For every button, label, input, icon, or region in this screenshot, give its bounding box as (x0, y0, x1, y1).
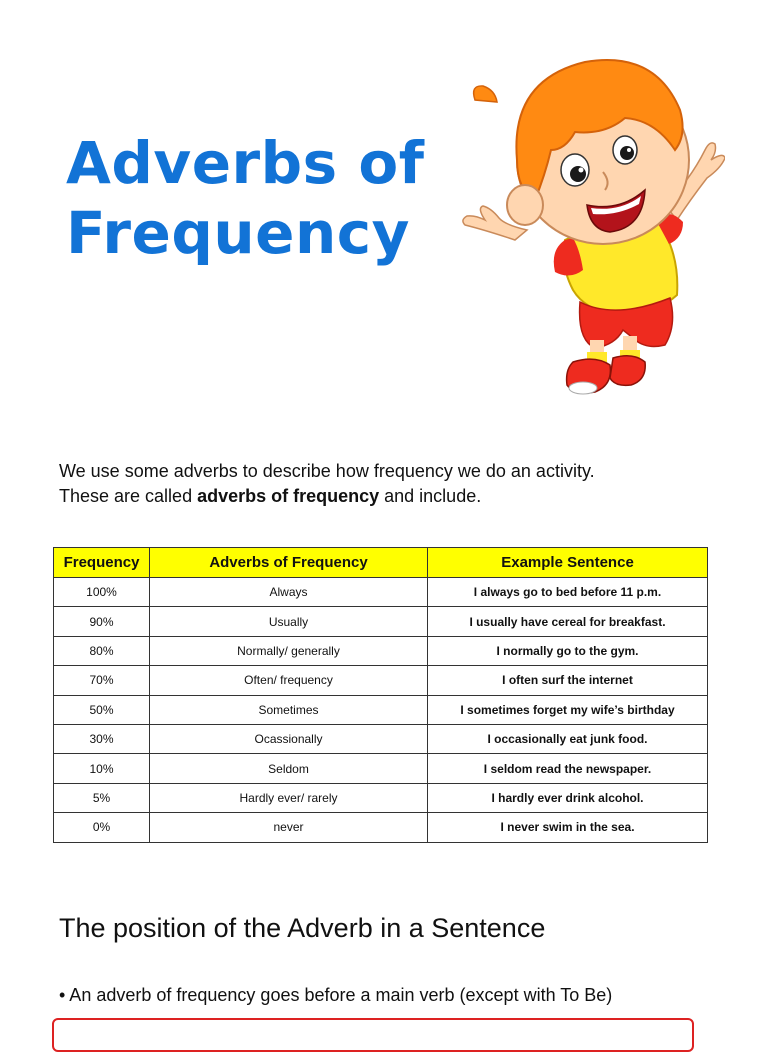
highlight-box (52, 1018, 694, 1052)
cell-adverb: Always (150, 578, 428, 607)
cartoon-boy-illustration (455, 40, 725, 400)
cell-adverb: Seldom (150, 754, 428, 783)
cell-adverb: never (150, 813, 428, 842)
cell-example: I often surf the internet (428, 666, 708, 695)
intro-line-2 (59, 484, 739, 509)
cell-frequency: 80% (54, 636, 150, 665)
cell-frequency: 5% (54, 783, 150, 812)
cell-example: I normally go to the gym. (428, 636, 708, 665)
cell-example: I hardly ever drink alcohol. (428, 783, 708, 812)
cell-frequency: 10% (54, 754, 150, 783)
table-row (54, 724, 708, 753)
table-row (54, 607, 708, 636)
table-row (54, 636, 708, 665)
intro-line-2-bold: adverbs of frequency (197, 486, 380, 506)
cell-example: I sometimes forget my wife’s birthday (428, 695, 708, 724)
cell-adverb: Normally/ generally (150, 636, 428, 665)
cell-example: I never swim in the sea. (428, 813, 708, 842)
cell-example: I usually have cereal for breakfast. (428, 607, 708, 636)
cell-frequency: 0% (54, 813, 150, 842)
cell-frequency: 50% (54, 695, 150, 724)
cell-frequency: 90% (54, 607, 150, 636)
cell-frequency: 100% (54, 578, 150, 607)
intro-paragraph (59, 459, 739, 509)
cell-frequency: 70% (54, 666, 150, 695)
cell-adverb: Sometimes (150, 695, 428, 724)
cell-example: I always go to bed before 11 p.m. (428, 578, 708, 607)
table-row (54, 695, 708, 724)
intro-line-2-prefix: These are called (59, 486, 198, 506)
header-example: Example Sentence (428, 548, 708, 578)
bullet-point: • An adverb of frequency goes before a main verb (except with To Be) (59, 985, 613, 1005)
title-line-1: Adverbs of (66, 129, 425, 197)
section-heading: The position of the Adverb in a Sentence (59, 913, 546, 943)
table-row (54, 578, 708, 607)
page-title (66, 128, 466, 268)
table-row (54, 666, 708, 695)
cell-example: I occasionally eat junk food. (428, 724, 708, 753)
title-line-2: Frequency (66, 199, 410, 267)
table-row (54, 754, 708, 783)
intro-line-2-suffix: and include. (379, 486, 482, 506)
cell-adverb: Usually (150, 607, 428, 636)
cell-frequency: 30% (54, 724, 150, 753)
header-adverbs: Adverbs of Frequency (150, 548, 428, 578)
frequency-table (53, 547, 708, 843)
table-row (54, 783, 708, 812)
cell-example: I seldom read the newspaper. (428, 754, 708, 783)
table-header-row (54, 548, 708, 578)
cell-adverb: Ocassionally (150, 724, 428, 753)
cell-adverb: Hardly ever/ rarely (150, 783, 428, 812)
table-row (54, 813, 708, 842)
header-frequency: Frequency (54, 548, 150, 578)
cell-adverb: Often/ frequency (150, 666, 428, 695)
intro-line-1: We use some adverbs to describe how frequency we do an activity. (59, 461, 595, 481)
